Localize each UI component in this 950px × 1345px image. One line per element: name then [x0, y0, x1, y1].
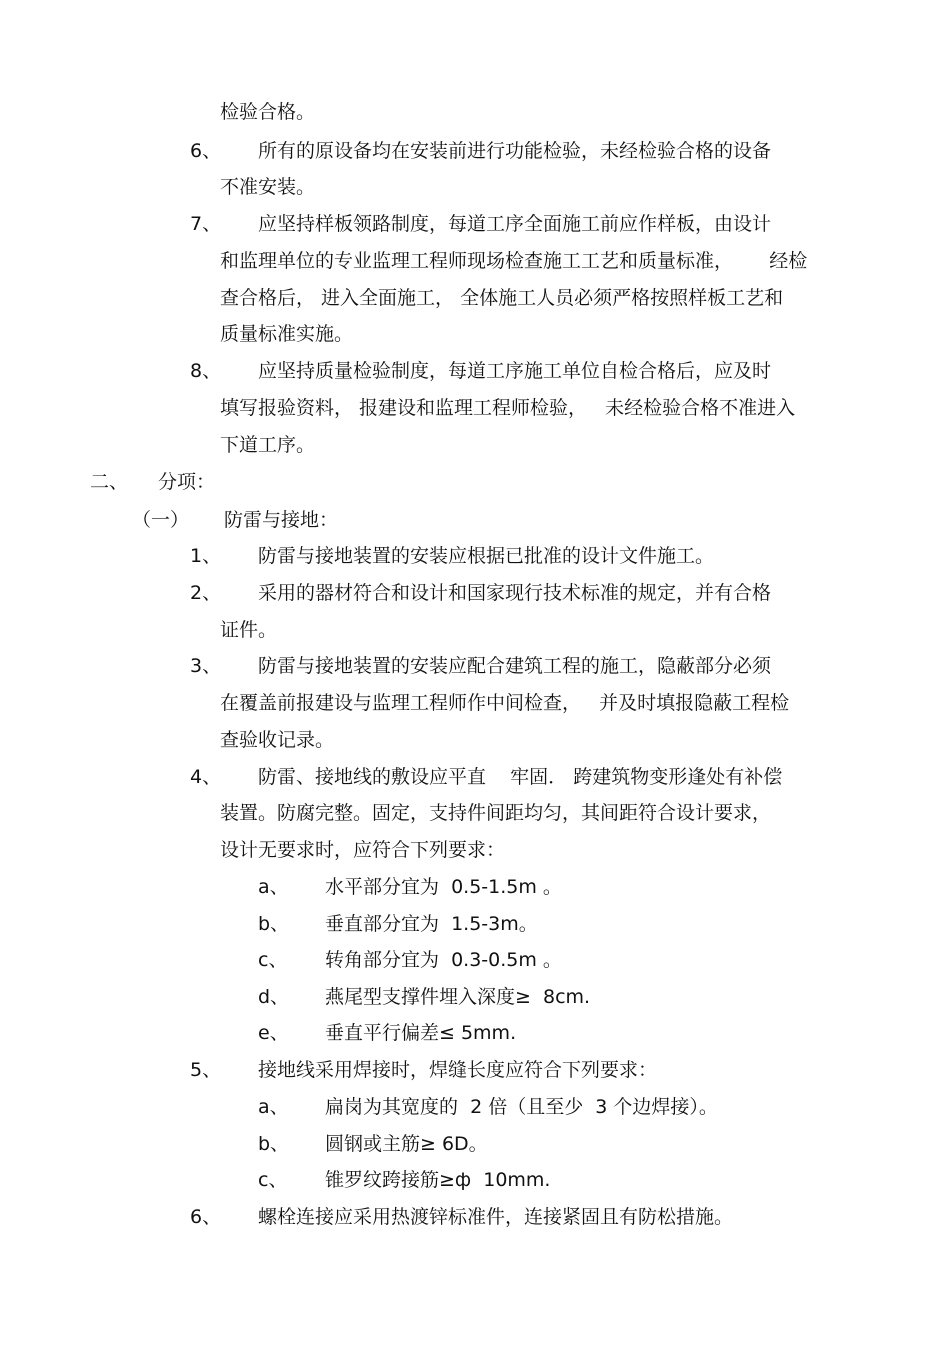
text-line: 检验合格。: [220, 101, 316, 123]
text-line: 查验收记录。: [220, 729, 335, 751]
subitem-letter: c、: [258, 949, 288, 971]
text-line: 证件。: [220, 619, 278, 641]
item-number: 8、: [190, 360, 222, 382]
item-number: 2、: [190, 582, 222, 604]
text-line: 下道工序。: [220, 434, 316, 456]
text-line: 设计无要求时，应符合下列要求：: [220, 839, 506, 861]
text-line: 防雷与接地装置的安装应配合建筑工程的施工，隐蔽部分必须: [258, 655, 772, 677]
subitem-letter: e、: [258, 1022, 289, 1044]
text-line: 锥罗纹跨接筋≥ф 10mm.: [325, 1169, 551, 1191]
subitem-letter: a、: [258, 876, 289, 898]
text-line: 装置。防腐完整。固定，支持件间距均匀，其间距符合设计要求，: [220, 802, 772, 824]
item-number: 3、: [190, 655, 222, 677]
subitem-letter: b、: [258, 1133, 290, 1155]
text-line: 垂直平行偏差≤ 5mm.: [325, 1022, 517, 1044]
text-line: 转角部分宜为 0.3-0.5m 。: [325, 949, 562, 971]
item-number: 6、: [190, 1206, 222, 1228]
text-line: 采用的器材符合和设计和国家现行技术标准的规定，并有合格: [258, 582, 772, 604]
text-line: 垂直部分宜为 1.5-3m。: [325, 913, 538, 935]
item-number: 6、: [190, 140, 222, 162]
section-number: 二、: [90, 471, 129, 493]
subsection-heading: 防雷与接地：: [224, 509, 339, 531]
item-number: 5、: [190, 1059, 222, 1081]
text-line: 应坚持质量检验制度，每道工序施工单位自检合格后，应及时: [258, 360, 772, 382]
text-line: 水平部分宜为 0.5-1.5m 。: [325, 876, 562, 898]
text-line: 螺栓连接应采用热渡锌标准件，连接紧固且有防松措施。: [258, 1206, 734, 1228]
section-heading: 分项：: [158, 471, 216, 493]
item-number: 4、: [190, 766, 222, 788]
item-number: 1、: [190, 545, 222, 567]
subitem-letter: c、: [258, 1169, 288, 1191]
text-line: 所有的原设备均在安装前进行功能检验，未经检验合格的设备: [258, 140, 772, 162]
text-line: 在覆盖前报建设与监理工程师作中间检查， 并及时填报隐蔽工程检: [220, 692, 790, 714]
subitem-letter: d、: [258, 986, 290, 1008]
text-line: 扁岗为其宽度的 2 倍（且至少 3 个边焊接）。: [325, 1096, 718, 1118]
text-line: 质量标准实施。: [220, 323, 354, 345]
text-line: 查合格后， 进入全面施工， 全体施工人员必须严格按照样板工艺和: [220, 287, 784, 309]
text-line: 应坚持样板领路制度，每道工序全面施工前应作样板，由设计: [258, 213, 772, 235]
text-line: 燕尾型支撑件埋入深度≥ 8cm.: [325, 986, 591, 1008]
text-line: 填写报验资料， 报建设和监理工程师检验， 未经检验合格不准进入: [220, 397, 796, 419]
text-line: 不准安装。: [220, 176, 316, 198]
text-line: 圆钢或主筋≥ 6D。: [325, 1133, 488, 1155]
subsection-number: （一）: [132, 509, 190, 531]
text-line: 接地线采用焊接时，焊缝长度应符合下列要求：: [258, 1059, 658, 1081]
item-number: 7、: [190, 213, 222, 235]
text-line: 防雷与接地装置的安装应根据已批准的设计文件施工。: [258, 545, 715, 567]
text-line: 和监理单位的专业监理工程师现场检查施工工艺和质量标准， 经检: [220, 250, 808, 272]
subitem-letter: b、: [258, 913, 290, 935]
text-line: 防雷、接地线的敷设应平直 牢固． 跨建筑物变形逢处有补偿: [258, 766, 783, 788]
subitem-letter: a、: [258, 1096, 289, 1118]
